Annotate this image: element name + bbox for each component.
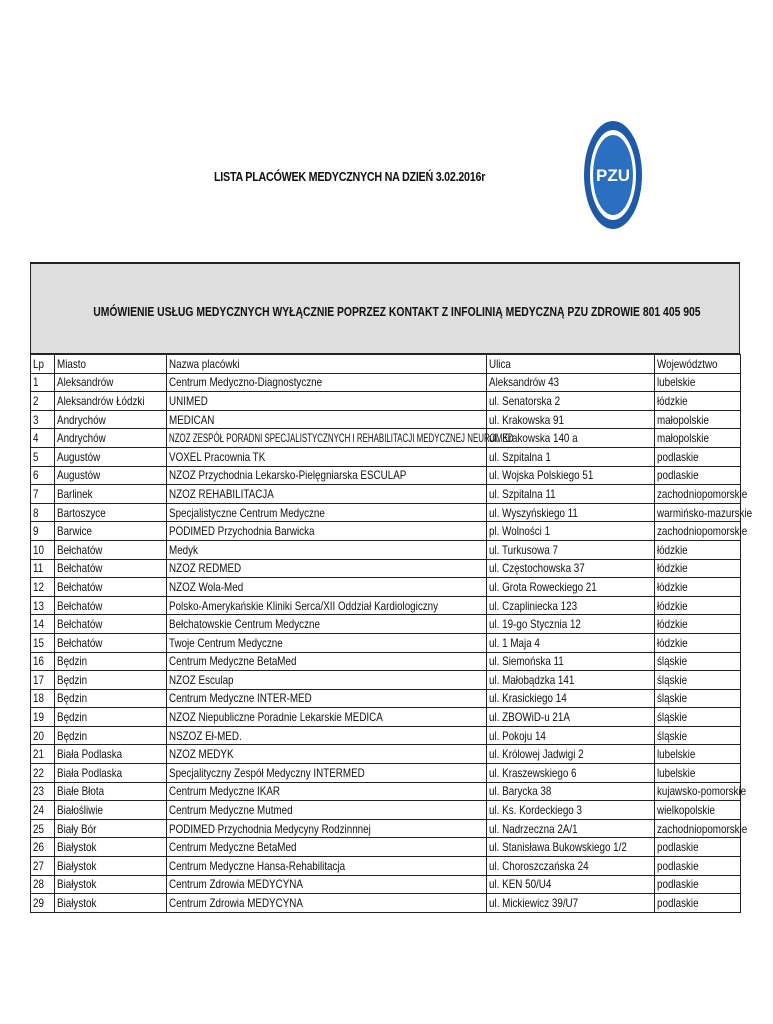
cell-street: ul. Małobądzka 141: [487, 671, 655, 690]
table-row: [31, 838, 741, 857]
table-row: [31, 503, 741, 522]
table-row: [31, 689, 741, 708]
table-row: [31, 392, 741, 411]
table-row: [31, 782, 741, 801]
table-row: [31, 671, 741, 690]
cell-city: Będzin: [55, 652, 167, 671]
cell-lp: 17: [31, 671, 55, 690]
cell-lp: 22: [31, 764, 55, 783]
cell-voivodeship: śląskie: [655, 726, 741, 745]
cell-city: Bartoszyce: [55, 503, 167, 522]
cell-lp: 14: [31, 615, 55, 634]
cell-lp: 19: [31, 708, 55, 727]
cell-facility: NZOZ Przychodnia Lekarsko-Pielęgniarska ESCULAP: [167, 466, 487, 485]
cell-lp: 28: [31, 875, 55, 894]
cell-voivodeship: podlaskie: [655, 875, 741, 894]
page-title: LISTA PLACÓWEK MEDYCZNYCH NA DZIEŃ 3.02.2016r: [214, 170, 486, 184]
cell-facility: NZOZ Esculap: [167, 671, 487, 690]
table-row: [31, 652, 741, 671]
cell-voivodeship: małopolskie: [655, 410, 741, 429]
cell-voivodeship: podlaskie: [655, 447, 741, 466]
cell-facility: Bełchatowskie Centrum Medyczne: [167, 615, 487, 634]
cell-city: Bełchatów: [55, 540, 167, 559]
table-row: [31, 596, 741, 615]
cell-lp: 3: [31, 410, 55, 429]
cell-facility: UNIMED: [167, 392, 487, 411]
cell-street: ul. KEN 50/U4: [487, 875, 655, 894]
cell-voivodeship: łódzkie: [655, 559, 741, 578]
cell-facility: Centrum Medyczne BetaMed: [167, 652, 487, 671]
cell-voivodeship: podlaskie: [655, 838, 741, 857]
cell-lp: 4: [31, 429, 55, 448]
cell-city: Augustów: [55, 447, 167, 466]
cell-lp: 10: [31, 540, 55, 559]
cell-voivodeship: podlaskie: [655, 466, 741, 485]
table-row: [31, 373, 741, 392]
cell-city: Będzin: [55, 671, 167, 690]
cell-facility: Medyk: [167, 540, 487, 559]
table-row: [31, 540, 741, 559]
cell-street: ul. ZBOWiD-u 21A: [487, 708, 655, 727]
cell-city: Białystok: [55, 875, 167, 894]
cell-facility: Centrum Medyczne Hansa-Rehabilitacja: [167, 857, 487, 876]
cell-street: ul. Czapliniecka 123: [487, 596, 655, 615]
cell-facility: Centrum Zdrowia MEDYCYNA: [167, 875, 487, 894]
cell-voivodeship: podlaskie: [655, 894, 741, 913]
cell-voivodeship: kujawsko-pomorskie: [655, 782, 741, 801]
cell-street: ul. 1 Maja 4: [487, 633, 655, 652]
cell-city: Bełchatów: [55, 615, 167, 634]
cell-facility: Centrum Medyczne Mutmed: [167, 801, 487, 820]
cell-voivodeship: lubelskie: [655, 745, 741, 764]
cell-facility: PODIMED Przychodnia Barwicka: [167, 522, 487, 541]
cell-facility: Centrum Medyczne INTER-MED: [167, 689, 487, 708]
cell-facility: NSZOZ Eł-MED.: [167, 726, 487, 745]
cell-voivodeship: łódzkie: [655, 596, 741, 615]
table-row: [31, 578, 741, 597]
cell-city: Bełchatów: [55, 596, 167, 615]
cell-lp: 27: [31, 857, 55, 876]
cell-voivodeship: wielkopolskie: [655, 801, 741, 820]
table-row: [31, 857, 741, 876]
cell-city: Białystok: [55, 894, 167, 913]
cell-street: ul. Królowej Jadwigi 2: [487, 745, 655, 764]
cell-voivodeship: podlaskie: [655, 857, 741, 876]
cell-lp: 24: [31, 801, 55, 820]
cell-lp: 13: [31, 596, 55, 615]
cell-facility: Centrum Zdrowia MEDYCYNA: [167, 894, 487, 913]
table-row: [31, 429, 741, 448]
cell-facility: NZOZ MEDYK: [167, 745, 487, 764]
header-voivodeship: Województwo: [655, 355, 741, 374]
cell-street: ul. Siemońska 11: [487, 652, 655, 671]
cell-facility: Centrum Medyczne BetaMed: [167, 838, 487, 857]
cell-street: ul. Krakowska 91: [487, 410, 655, 429]
cell-city: Będzin: [55, 689, 167, 708]
cell-city: Biała Podlaska: [55, 745, 167, 764]
cell-city: Augustów: [55, 466, 167, 485]
cell-voivodeship: śląskie: [655, 689, 741, 708]
cell-voivodeship: śląskie: [655, 652, 741, 671]
facilities-table: [30, 354, 753, 913]
header-lp: Lp: [31, 355, 55, 374]
table-row: [31, 466, 741, 485]
cell-voivodeship: warmińsko-mazurskie: [655, 503, 741, 522]
cell-city: Białystok: [55, 838, 167, 857]
table-row: [31, 875, 741, 894]
cell-street: ul. Wojska Polskiego 51: [487, 466, 655, 485]
cell-voivodeship: lubelskie: [655, 373, 741, 392]
cell-street: pl. Wolności 1: [487, 522, 655, 541]
cell-city: Barwice: [55, 522, 167, 541]
cell-lp: 18: [31, 689, 55, 708]
table-row: [31, 447, 741, 466]
cell-facility: Centrum Medyczne IKAR: [167, 782, 487, 801]
cell-street: ul. Szpitalna 11: [487, 485, 655, 504]
cell-voivodeship: lubelskie: [655, 764, 741, 783]
cell-city: Białystok: [55, 857, 167, 876]
cell-facility: Specjalistyczne Centrum Medyczne: [167, 503, 487, 522]
cell-city: Andrychów: [55, 429, 167, 448]
cell-street: ul. Mickiewicz 39/U7: [487, 894, 655, 913]
cell-facility: VOXEL Pracownia TK: [167, 447, 487, 466]
cell-lp: 16: [31, 652, 55, 671]
cell-lp: 26: [31, 838, 55, 857]
cell-facility: Twoje Centrum Medyczne: [167, 633, 487, 652]
cell-facility: Centrum Medyczno-Diagnostyczne: [167, 373, 487, 392]
cell-lp: 5: [31, 447, 55, 466]
cell-city: Aleksandrów: [55, 373, 167, 392]
cell-street: ul. Nadrzeczna 2A/1: [487, 819, 655, 838]
cell-city: Bełchatów: [55, 559, 167, 578]
cell-voivodeship: łódzkie: [655, 615, 741, 634]
cell-street: ul. Krakowska 140 a: [487, 429, 655, 448]
table-row: [31, 819, 741, 838]
header-facility: Nazwa placówki: [167, 355, 487, 374]
table-row: [31, 485, 741, 504]
cell-city: Aleksandrów Łódzki: [55, 392, 167, 411]
table-row: [31, 745, 741, 764]
cell-lp: 7: [31, 485, 55, 504]
cell-voivodeship: zachodniopomorskie: [655, 522, 741, 541]
cell-facility: NZOZ REDMED: [167, 559, 487, 578]
cell-facility: Specjalityczny Zespół Medyczny INTERMED: [167, 764, 487, 783]
cell-city: Będzin: [55, 726, 167, 745]
cell-city: Andrychów: [55, 410, 167, 429]
table-header-row: [31, 355, 741, 374]
table-row: [31, 726, 741, 745]
header-city: Miasto: [55, 355, 167, 374]
cell-facility: PODIMED Przychodnia Medycyny Rodzinnnej: [167, 819, 487, 838]
cell-facility: Polsko-Amerykańskie Kliniki Serca/XII Oddział Kardiologiczny: [167, 596, 487, 615]
cell-city: Białośliwie: [55, 801, 167, 820]
table-row: [31, 894, 741, 913]
cell-lp: 12: [31, 578, 55, 597]
cell-lp: 25: [31, 819, 55, 838]
cell-lp: 11: [31, 559, 55, 578]
cell-facility: NZOZ REHABILITACJA: [167, 485, 487, 504]
cell-voivodeship: łódzkie: [655, 578, 741, 597]
cell-city: Będzin: [55, 708, 167, 727]
cell-voivodeship: zachodniopomorskie: [655, 485, 741, 504]
cell-city: Białe Błota: [55, 782, 167, 801]
cell-street: ul. 19-go Stycznia 12: [487, 615, 655, 634]
table-row: [31, 801, 741, 820]
cell-street: ul. Szpitalna 1: [487, 447, 655, 466]
cell-facility: NZOZ ZESPÓŁ PORADNI SPECJALISTYCZNYCH I REHABILITACJI MEDYCZNEJ NEUROMED: [167, 429, 487, 448]
info-banner: [30, 262, 740, 354]
table-row: [31, 764, 741, 783]
cell-lp: 20: [31, 726, 55, 745]
cell-facility: NZOZ Wola-Med: [167, 578, 487, 597]
cell-city: Biały Bór: [55, 819, 167, 838]
cell-lp: 9: [31, 522, 55, 541]
cell-city: Bełchatów: [55, 578, 167, 597]
cell-voivodeship: łódzkie: [655, 633, 741, 652]
cell-voivodeship: łódzkie: [655, 540, 741, 559]
cell-street: Aleksandrów 43: [487, 373, 655, 392]
cell-street: ul. Częstochowska 37: [487, 559, 655, 578]
cell-street: ul. Krasickiego 14: [487, 689, 655, 708]
cell-facility: NZOZ Niepubliczne Poradnie Lekarskie MEDICA: [167, 708, 487, 727]
cell-voivodeship: łódzkie: [655, 392, 741, 411]
cell-street: ul. Choroszczańska 24: [487, 857, 655, 876]
cell-voivodeship: śląskie: [655, 708, 741, 727]
cell-lp: 29: [31, 894, 55, 913]
table-row: [31, 522, 741, 541]
cell-street: ul. Pokoju 14: [487, 726, 655, 745]
cell-lp: 15: [31, 633, 55, 652]
cell-voivodeship: śląskie: [655, 671, 741, 690]
cell-street: ul. Stanisława Bukowskiego 1/2: [487, 838, 655, 857]
cell-street: ul. Ks. Kordeckiego 3: [487, 801, 655, 820]
banner-text: UMÓWIENIE USŁUG MEDYCZNYCH WYŁĄCZNIE POPRZEZ KONTAKT Z INFOLINIĄ MEDYCZNĄ PZU ZDROWIE 801 405 905: [93, 305, 701, 319]
cell-facility: MEDICAN: [167, 410, 487, 429]
cell-lp: 1: [31, 373, 55, 392]
header-street: Ulica: [487, 355, 655, 374]
cell-lp: 8: [31, 503, 55, 522]
cell-city: Barlinek: [55, 485, 167, 504]
cell-street: ul. Grota Roweckiego 21: [487, 578, 655, 597]
cell-street: ul. Senatorska 2: [487, 392, 655, 411]
cell-lp: 6: [31, 466, 55, 485]
table-row: [31, 633, 741, 652]
table-row: [31, 708, 741, 727]
cell-street: ul. Barycka 38: [487, 782, 655, 801]
cell-street: ul. Kraszewskiego 6: [487, 764, 655, 783]
cell-lp: 2: [31, 392, 55, 411]
table-row: [31, 615, 741, 634]
logo-text: PZU: [596, 166, 630, 185]
table-row: [31, 410, 741, 429]
cell-city: Bełchatów: [55, 633, 167, 652]
cell-street: ul. Wyszyńskiego 11: [487, 503, 655, 522]
cell-city: Biała Podlaska: [55, 764, 167, 783]
cell-voivodeship: małopolskie: [655, 429, 741, 448]
cell-street: ul. Turkusowa 7: [487, 540, 655, 559]
cell-lp: 21: [31, 745, 55, 764]
table-row: [31, 559, 741, 578]
pzu-logo-icon: [583, 120, 643, 230]
cell-lp: 23: [31, 782, 55, 801]
cell-voivodeship: zachodniopomorskie: [655, 819, 741, 838]
